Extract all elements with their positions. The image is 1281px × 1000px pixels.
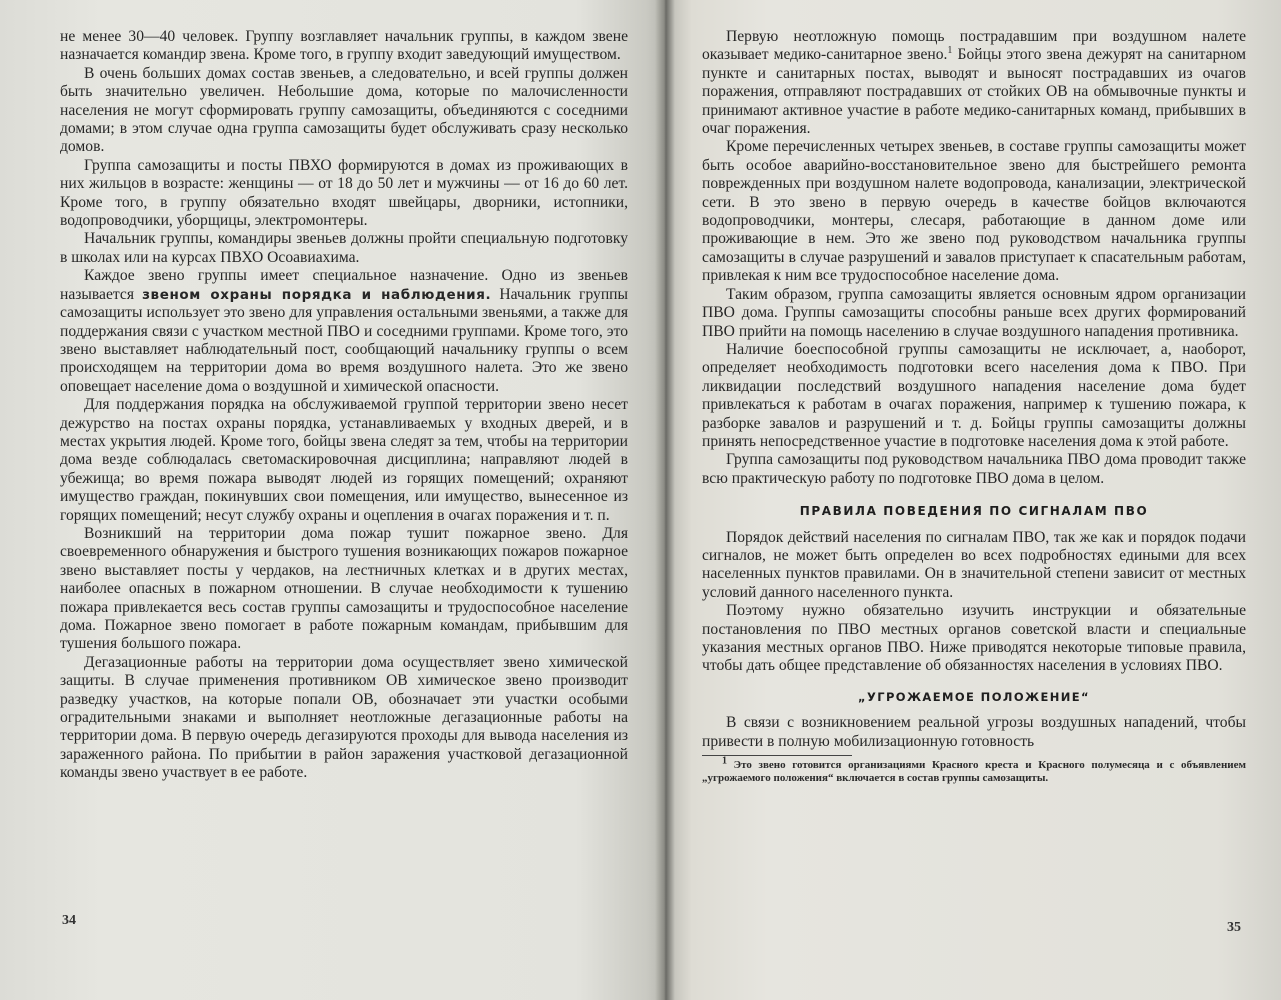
left-paragraph-4: Начальник группы, командиры звеньев должны пройти специальную подготовку в школах или на курсах ПВХО Осоавиахима.	[60, 230, 628, 266]
duty-bold-phrase: звеном охраны порядка и наблюдения.	[142, 286, 492, 303]
right-paragraph-5: Группа самозащиты под руководством начальника ПВО дома проводит также всю практическую работу по подготовке ПВО дома в целом.	[702, 451, 1246, 487]
duty-text-after: Начальник группы самозащиты использует это звено для управления остальными звеньями, а также для поддержания связи с участком местной ПВО и соседними группами. Кроме того, это звено выставляет наблюдательный пост, сообщающий начальнику группы о всем происходящем на территории дома во время воздушного налета. Это же звено оповещает население дома о воздушной и химической опасности.	[60, 285, 629, 395]
left-page-number: 34	[62, 913, 76, 928]
left-paragraph-2: В очень больших домах состав звеньев, а следовательно, и всей группы должен быть значительно увеличен. Небольшие дома, которые по малочисленности населения не могут сформировать группу самозащиты, объединяются с соседними домами; в этом случае одна группа самозащиты будет обслуживать сразу несколько домов.	[60, 64, 628, 156]
section-heading: ПРАВИЛА ПОВЕДЕНИЯ ПО СИГНАЛАМ ПВО	[799, 504, 1149, 519]
first-text-after: Бойцы этого звена дежурят на санитарном пункте и санитарных постах, выводят и выносят пострадавших из очагов поражения, отправляют пострадавших от стойких ОВ на обмывочные пункты и принимают активное участие в работе медико-санитарных команд, прибывших в очаг поражения.	[702, 46, 1247, 138]
right-page	[702, 28, 1246, 784]
duty-text-before: Каждое звено группы имеет специальное назначение. Одно из звеньев называется	[60, 267, 628, 303]
left-paragraph-3: Группа самозащиты и посты ПВХО формируются в домах из проживающих в них жильцов в возрасте: женщины — от 18 до 50 лет и мужчины — от 16 до 60 лет. Кроме того, в группу обязательно входят швейцары, дворники, истопники, водопроводчики, уборщицы, электромонтеры.	[60, 156, 628, 230]
footnote-mark: 1	[722, 755, 727, 767]
footnote-text: Это звено готовится организациями Красного креста и Красного полумесяца и с объявлением „угрожаемого положения“ включается в состав группы самозащиты.	[702, 759, 1246, 784]
section-paragraph-1: Порядок действий населения по сигналам ПВО, так же как и порядок подачи сигналов, не может быть определен во всех подробностях едиными для всех населенных пунктов правилами. Он в значительной степени зависит от местных условий данного населенного пункта.	[702, 528, 1246, 601]
left-paragraph-order: Для поддержания порядка на обслуживаемой группой территории звено несет дежурство на постах охраны порядка, устанавливаемых у входных дверей, и в местах укрытия людей. Кроме того, бойцы звена следят за тем, чтобы на территории дома везде соблюдалась светомаскировочная дисциплина; направляют людей в убежища; во время пожара выводят людей из горящих помещений; охраняют имущество граждан, покинувших свои помещения, или имущество, вынесенное из горящих помещений; несут службу охраны и оцепления в очагах поражения и т. п.	[60, 396, 628, 524]
footnote-reference: 1	[947, 45, 953, 57]
first-text-before: Первую неотложную помощь пострадавшим при воздушном налете оказывает медико-санитарное звено.	[702, 28, 1246, 64]
left-paragraph-degas: Дегазационные работы на территории дома осуществляет звено химической защиты. В случае применения противником ОВ химическое звено производит разведку участков, на которые попали ОВ, обозначает эти участки особыми оградительными знаками и выполняет неотложные дегазационные работы на территории дома. В первую очередь дегазируются проходы для вывода населения из зараженного района. По прибытии в район заражения участковой дегазационной команды звено участвует в ее работе.	[60, 653, 628, 782]
right-paragraph-2: Кроме перечисленных четырех звеньев, в составе группы самозащиты может быть особое аварийно-восстановительное звено для быстрейшего ремонта поврежденных при воздушном налете водопровода, канализации, электрической сети. В это звено в первую очередь в качестве бойцов включаются водопроводчики, монтеры, слесаря, работающие в данном доме или проживающие в нем. Это же звено под руководством начальника группы самозащиты в случае разрушений и завалов приступает к спасательным работам, привлекая к ним все трудоспособное население дома.	[702, 138, 1246, 285]
book-gutter	[655, 0, 675, 1000]
section-paragraph-2: Поэтому нужно обязательно изучить инструкции и обязательные постановления по ПВО местных органов советской власти и специальные указания местных органов ПВО. Ниже приводятся некоторые типовые правила, чтобы дать общее представление об обязанностях населения в условиях ПВО.	[702, 602, 1246, 675]
footnote	[702, 755, 1246, 784]
left-page	[60, 28, 628, 783]
left-paragraph-fire: Возникший на территории дома пожар тушит пожарное звено. Для своевременного обнаружения и быстрого тушения возникающих пожаров пожарное звено выставляет посты у чердаков, на лестничных клетках и в других местах, наиболее опасных в пожарном отношении. В случае необходимости к тушению пожара привлекается весь состав группы самозащиты и трудоспособное население дома. Пожарное звено помогает в работе пожарным командам, прибывшим для тушения большого пожара.	[60, 524, 628, 653]
left-paragraph-1: не менее 30—40 человек. Группу возглавляет начальник группы, в каждом звене назначается командир звена. Кроме того, в группу входит заведующий имуществом.	[60, 28, 628, 64]
right-paragraph-1	[702, 28, 1246, 138]
right-paragraph-3: Таким образом, группа самозащиты является основным ядром организации ПВО дома. Группы самозащиты способны раньше всех других формирований ПВО прийти на помощь населению в случае воздушного нападения противника.	[702, 285, 1246, 340]
right-paragraph-4: Наличие боеспособной группы самозащиты не исключает, а, наоборот, определяет необходимость подготовки всего населения дома к ПВО. При ликвидации последствий воздушного нападения население дома будет привлекаться к работам в очагах поражения, например к тушению пожара, к разборке завалов и разрушений и т. д. Бойцы группы самозащиты должны принять непосредственное участие в подготовке населения дома к этой работе.	[702, 340, 1246, 450]
left-paragraph-duty	[60, 267, 628, 396]
subheading-paragraph: В связи с возникновением реальной угрозы воздушных нападений, чтобы привести в полную мобилизационную готовность	[702, 714, 1246, 750]
subheading: „УГРОЖАЕМОЕ ПОЛОЖЕНИЕ“	[858, 689, 1090, 704]
right-page-number: 35	[1227, 920, 1241, 935]
